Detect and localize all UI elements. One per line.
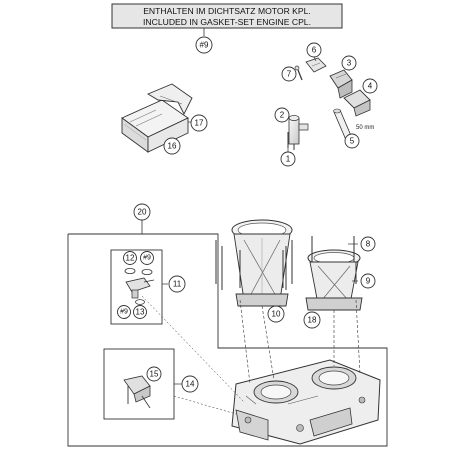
svg-text:#9: #9 — [143, 254, 151, 262]
oring-part-13 — [136, 300, 145, 305]
throttle-body-assembly — [232, 360, 380, 444]
callout-20[interactable] — [134, 204, 150, 220]
callout-4[interactable] — [363, 79, 377, 93]
svg-text:4: 4 — [367, 81, 373, 91]
svg-text:2: 2 — [279, 110, 285, 120]
svg-text:14: 14 — [185, 379, 195, 389]
svg-text:6: 6 — [311, 45, 317, 55]
svg-text:20: 20 — [137, 207, 147, 217]
callout-ref-top[interactable] — [196, 37, 212, 53]
svg-text:11: 11 — [172, 279, 182, 289]
callout-8[interactable] — [361, 237, 375, 251]
svg-text:10: 10 — [271, 309, 281, 319]
sensor-part-2 — [289, 116, 308, 151]
svg-text:16: 16 — [167, 141, 177, 151]
callout-10[interactable] — [268, 306, 284, 322]
callout-7[interactable] — [282, 67, 296, 81]
svg-text:13: 13 — [135, 307, 145, 317]
oring-part-top — [142, 269, 152, 274]
callout-11[interactable] — [169, 276, 185, 292]
hose-length-label: 50 mm — [356, 125, 375, 131]
svg-text:7: 7 — [286, 69, 292, 79]
svg-text:8: 8 — [365, 239, 371, 249]
callout-ref-b[interactable] — [118, 306, 131, 319]
svg-text:15: 15 — [149, 369, 159, 379]
callout-18[interactable] — [304, 312, 320, 328]
gasket-notice-line1: ENTHALTEN IM DICHTSATZ MOTOR KPL. — [143, 6, 311, 16]
gasket-notice-line2: INCLUDED IN GASKET-SET ENGINE CPL. — [143, 17, 311, 27]
callout-12[interactable] — [124, 252, 137, 265]
svg-text:12: 12 — [125, 253, 135, 263]
gasket-notice — [112, 4, 342, 36]
callout-14[interactable] — [182, 376, 198, 392]
svg-text:#9: #9 — [120, 308, 128, 316]
callout-3[interactable] — [342, 56, 356, 70]
svg-text:5: 5 — [349, 136, 355, 146]
clip-part-6 — [306, 58, 326, 72]
callout-13[interactable] — [134, 306, 147, 319]
connector-part-3 — [330, 70, 352, 98]
callout-ref-a[interactable] — [141, 252, 154, 265]
callout-6[interactable] — [307, 43, 321, 57]
callout-16[interactable] — [164, 138, 180, 154]
callout-9[interactable] — [361, 274, 375, 288]
svg-text:#9: #9 — [199, 40, 209, 50]
callout-17[interactable] — [191, 115, 207, 131]
injector-part-11 — [126, 278, 154, 298]
callout-2[interactable] — [275, 108, 289, 122]
callout-15[interactable] — [147, 367, 161, 381]
svg-text:3: 3 — [346, 58, 352, 68]
callout-1[interactable] — [281, 152, 295, 166]
oring-part-12 — [125, 268, 135, 273]
svg-text:18: 18 — [307, 315, 317, 325]
sensor-part-15 — [124, 376, 150, 408]
callout-5[interactable] — [345, 134, 359, 148]
svg-text:17: 17 — [194, 118, 204, 128]
svg-text:1: 1 — [285, 154, 291, 164]
intake-funnel-10 — [232, 220, 292, 306]
svg-text:9: 9 — [365, 276, 371, 286]
